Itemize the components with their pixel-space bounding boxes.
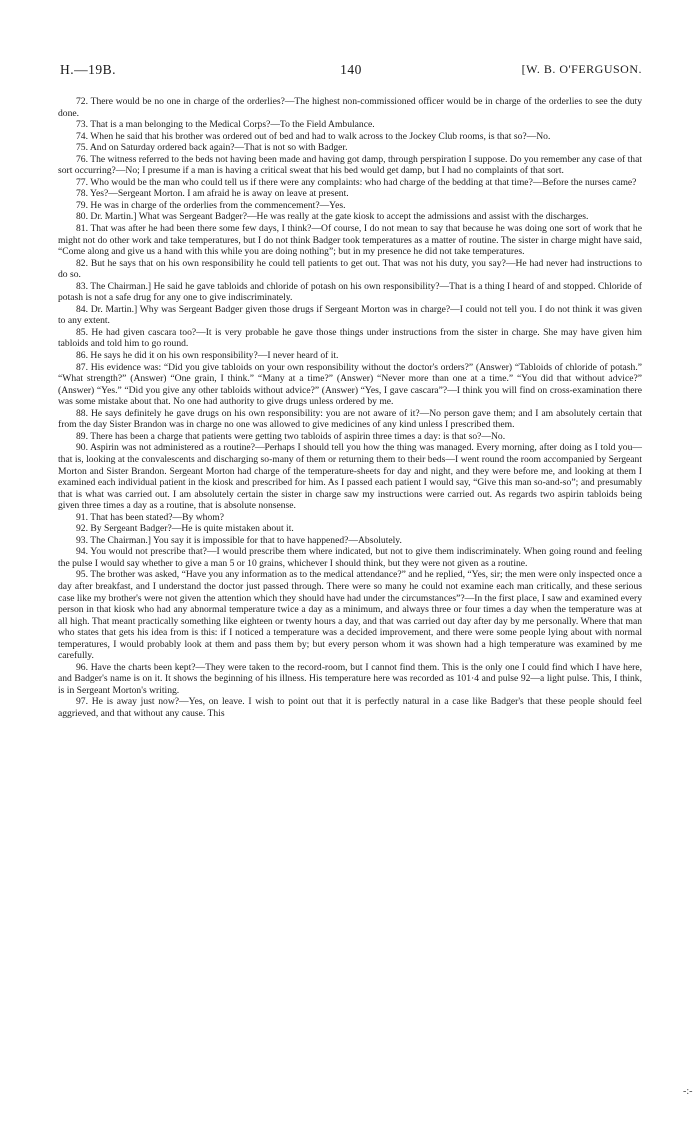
paragraph: 79. He was in charge of the orderlies from the commencement?—Yes. (76, 199, 346, 211)
witness-name: [W. B. O'FERGUSON. (521, 62, 642, 76)
paragraph: 80. Dr. Martin.] What was Sergeant Badger?—He was really at the gate kiosk to accept the admissions and assist with the discharges. (76, 211, 589, 223)
paragraph: 86. He says he did it on his own responsibility?—I never heard of it. (76, 350, 339, 362)
paragraph: 84. Dr. Martin.] Why was Sergeant Badger given those drugs if Sergeant Morton was in charge?—I could not tell you. I do not think it was given to any extent. (58, 303, 642, 327)
paragraph: 93. The Chairman.] You say it is impossible for that to have happened?—Absolutely. (76, 534, 402, 546)
page-header (60, 62, 642, 84)
paragraph: 81. That was after he had been there some few days, I think?—Of course, I do not mean to say that because he was doing one sort of work that he might not do other work and take temperatures, but I do not think Badger took temperatures as a matter of routine. The sister in charge might have said, “Come along and give us a hand with this while you are doing nothing”; but in my presence he did not take temperatures. (58, 223, 642, 258)
paragraph: 76. The witness referred to the beds not having been made and having got damp, through perspiration I suppose. Do you remember any case of that sort occurring?—No; I presume if a man is having a critical sweat that his bed would get damp, but I had no complaints of that sort. (58, 153, 642, 177)
paragraph: 91. That has been stated?—By whom? (76, 511, 224, 523)
paragraph: 95. The brother was asked, “Have you any information as to the medical attendance?” and he replied, “Yes, sir; the men were only inspected once a day after breakfast, and I understand the doctor just passed through. There were so many he could not examine each man critically, and these serious case like my brother's were not given the attention which they should have had under the circumstances”?—In the first place, I saw and examined every person in that kiosk who had any abnormal temperature twice a day as a minimum, and always three or four times a day when the temperature was at all high. That meant practically something like eighteen or twenty hours a day, and that was carried out day after day by me personally. Where that man who states that gets his idea from is this: if I noticed a temperature was a decided improvement, and there were some people lying about with normal temperatures, I would probably look at them and pass them by; but every person whom it was shown had a high temperature was examined by me carefully. (58, 569, 643, 662)
paragraph: 90. Aspirin was not administered as a routine?—Perhaps I should tell you how the thing was managed. Every morning, after doing as I told you—that is, looking at the convalescents and discharging so-many of them or returning them to their beds—I went round the room accompanied by Sergeant Morton and Sister Brandon. Sergeant Morton had charge of the temperature-sheets for day and night, and they were before me, and looking at them I examined each individual patient in the kiosk and prescribed for him. As I passed each patient I would say, “Give this man so-and-so”; and presumably that is what was carried out. I am absolutely certain the sister in charge saw my instructions were carried out. As regards two aspirin tabloids being given three times a day as a routine, that is absolute nonsense. (58, 442, 642, 512)
paragraph: 74. When he said that his brother was ordered out of bed and had to walk across to the Jockey Club rooms, is that so?—No. (76, 130, 551, 142)
paragraph: 96. Have the charts been kept?—They were taken to the record-room, but I cannot find them. This is the only one I could find which I have here, and Badger's name is on it. It shows the beginning of his illness. His temperature here was recorded as 101·4 and pulse 92—a light pulse. This, I think, is in Sergeant Morton's writing. (58, 661, 642, 696)
paragraph: 82. But he says that on his own responsibility he could tell patients to get out. That was not his duty, you say?—He had never had instructions to do so. (58, 257, 642, 281)
paragraph: 94. You would not prescribe that?—I would prescribe them where indicated, but not to give them indiscriminately. When going round and feeling the pulse I would say whether to give a man 5 or 10 grains, whichever I should think, but they were not given as a routine. (58, 546, 642, 569)
paragraph: 78. Yes?—Sergeant Morton. I am afraid he is away on leave at present. (76, 188, 349, 200)
paragraph: 77. Who would be the man who could tell us if there were any complaints: who had charge of the bedding at that time?—Before the nurses came? (76, 176, 637, 188)
paragraph: 89. There has been a charge that patients were getting two tabloids of aspirin three times a day: is that so?—No. (76, 430, 506, 442)
document-reference: H.—19B. (60, 62, 117, 77)
paragraph: 97. He is away just now?—Yes, on leave. I wish to point out that it is perfectly natural in a case like Badger's that these people should feel aggrieved, and that without any cause. This (58, 696, 642, 719)
evidence-text (58, 96, 642, 720)
paragraph: 83. The Chairman.] He said he gave tabloids and chloride of potash on his own responsibility?—That is a thing I heard of and stopped. Chloride of potash is not a safe drug for any one to give indiscriminately. (58, 280, 642, 304)
paragraph: 92. By Sergeant Badger?—He is quite mistaken about it. (76, 523, 294, 535)
paragraph: 72. There would be no one in charge of the orderlies?—The highest non-commissioned officer would be in charge of the orderlies to see the duty done. (58, 96, 642, 119)
paragraph: 75. And on Saturday ordered back again?—That is not so with Badger. (76, 142, 348, 154)
paragraph: 73. That is a man belonging to the Medical Corps?—To the Field Ambulance. (76, 119, 375, 131)
paragraph: 88. He says definitely he gave drugs on his own responsibility: you are not aware of it?—No person gave them; and I am absolutely certain that from the day Sister Brandon was in charge no one was allowed to give medicines of any kind unless I prescribed them. (58, 407, 642, 431)
page-number: 140 (340, 62, 362, 77)
paragraph: 87. His evidence was: “Did you give tabloids on your own responsibility without the doctor's orders?” (Answer) “Tabloids of chloride of potash.” “What strength?” (Answer) “One grain, I think.” “Many at a time?” (Answer) “Never more than one at a time.” “You did that without advice?” (Answer) “Yes.” “Did you give any other tabloids without advice?” (Answer) “Yes, I gave cascara”?—I think you will find on cross-examination there was some mistake about that. No one had authority to give drugs unless ordered by me. (58, 361, 642, 408)
margin-mark: -:- (683, 1086, 693, 1097)
paragraph: 85. He had given cascara too?—It is very probable he gave those things under instructions from the sister in charge. She may have given him tabloids and told him to go round. (58, 326, 642, 350)
